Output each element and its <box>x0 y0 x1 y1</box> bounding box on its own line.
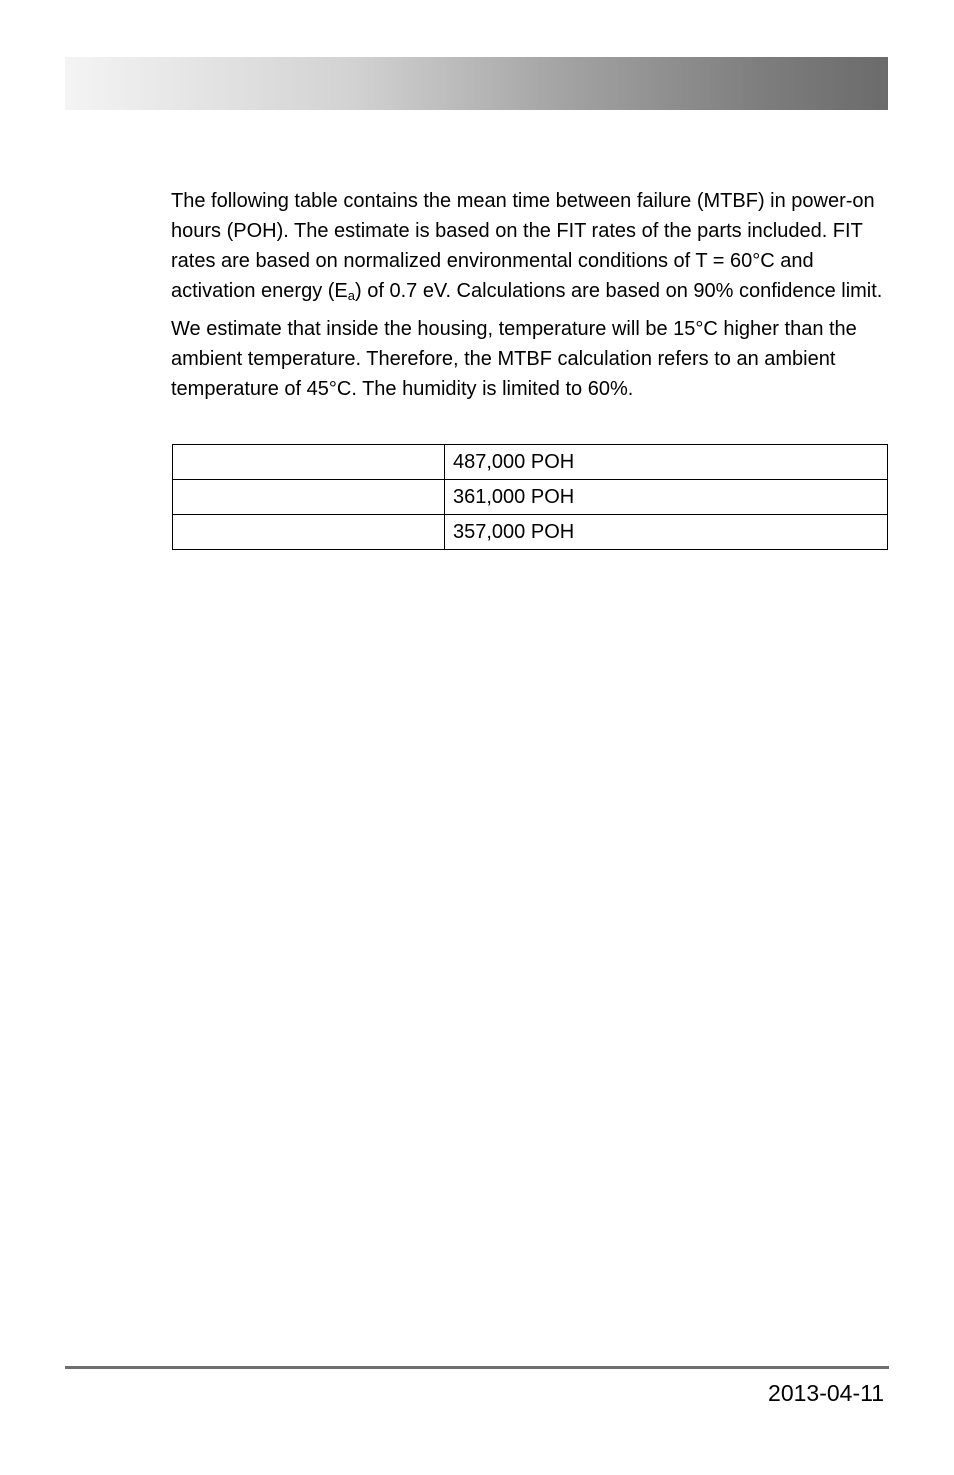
intro-text-part2: ) of 0.7 eV. Calculations are based on 90% confidence limit. <box>355 280 883 302</box>
mtbf-value: 361,000 POH <box>445 480 888 515</box>
intro-text-part1: The following table contains the mean time between failure (MTBF) in power-on hours (POH). The estimate is based on the FIT rates of the parts included. FIT rates are based on normalized environmental conditions of T = 60°C and activation energy (E <box>171 190 875 302</box>
intro-paragraph <box>171 186 888 308</box>
row-label <box>173 445 445 480</box>
row-label <box>173 480 445 515</box>
table-row <box>173 515 888 550</box>
table-row <box>173 480 888 515</box>
mtbf-value: 357,000 POH <box>445 515 888 550</box>
activation-energy-subscript: a <box>347 288 355 303</box>
footer-date: 2013-04-11 <box>768 1380 884 1406</box>
header-bar <box>65 57 888 110</box>
footer-rule <box>65 1366 889 1369</box>
body-text <box>171 186 888 404</box>
mtbf-table <box>172 444 888 550</box>
row-label <box>173 515 445 550</box>
temperature-paragraph: We estimate that inside the housing, temperature will be 15°C higher than the ambient temperature. Therefore, the MTBF calculation refers to an ambient temperature of 45°C. The humidity is limited to 60%. <box>171 318 857 400</box>
table-row <box>173 445 888 480</box>
mtbf-value: 487,000 POH <box>445 445 888 480</box>
